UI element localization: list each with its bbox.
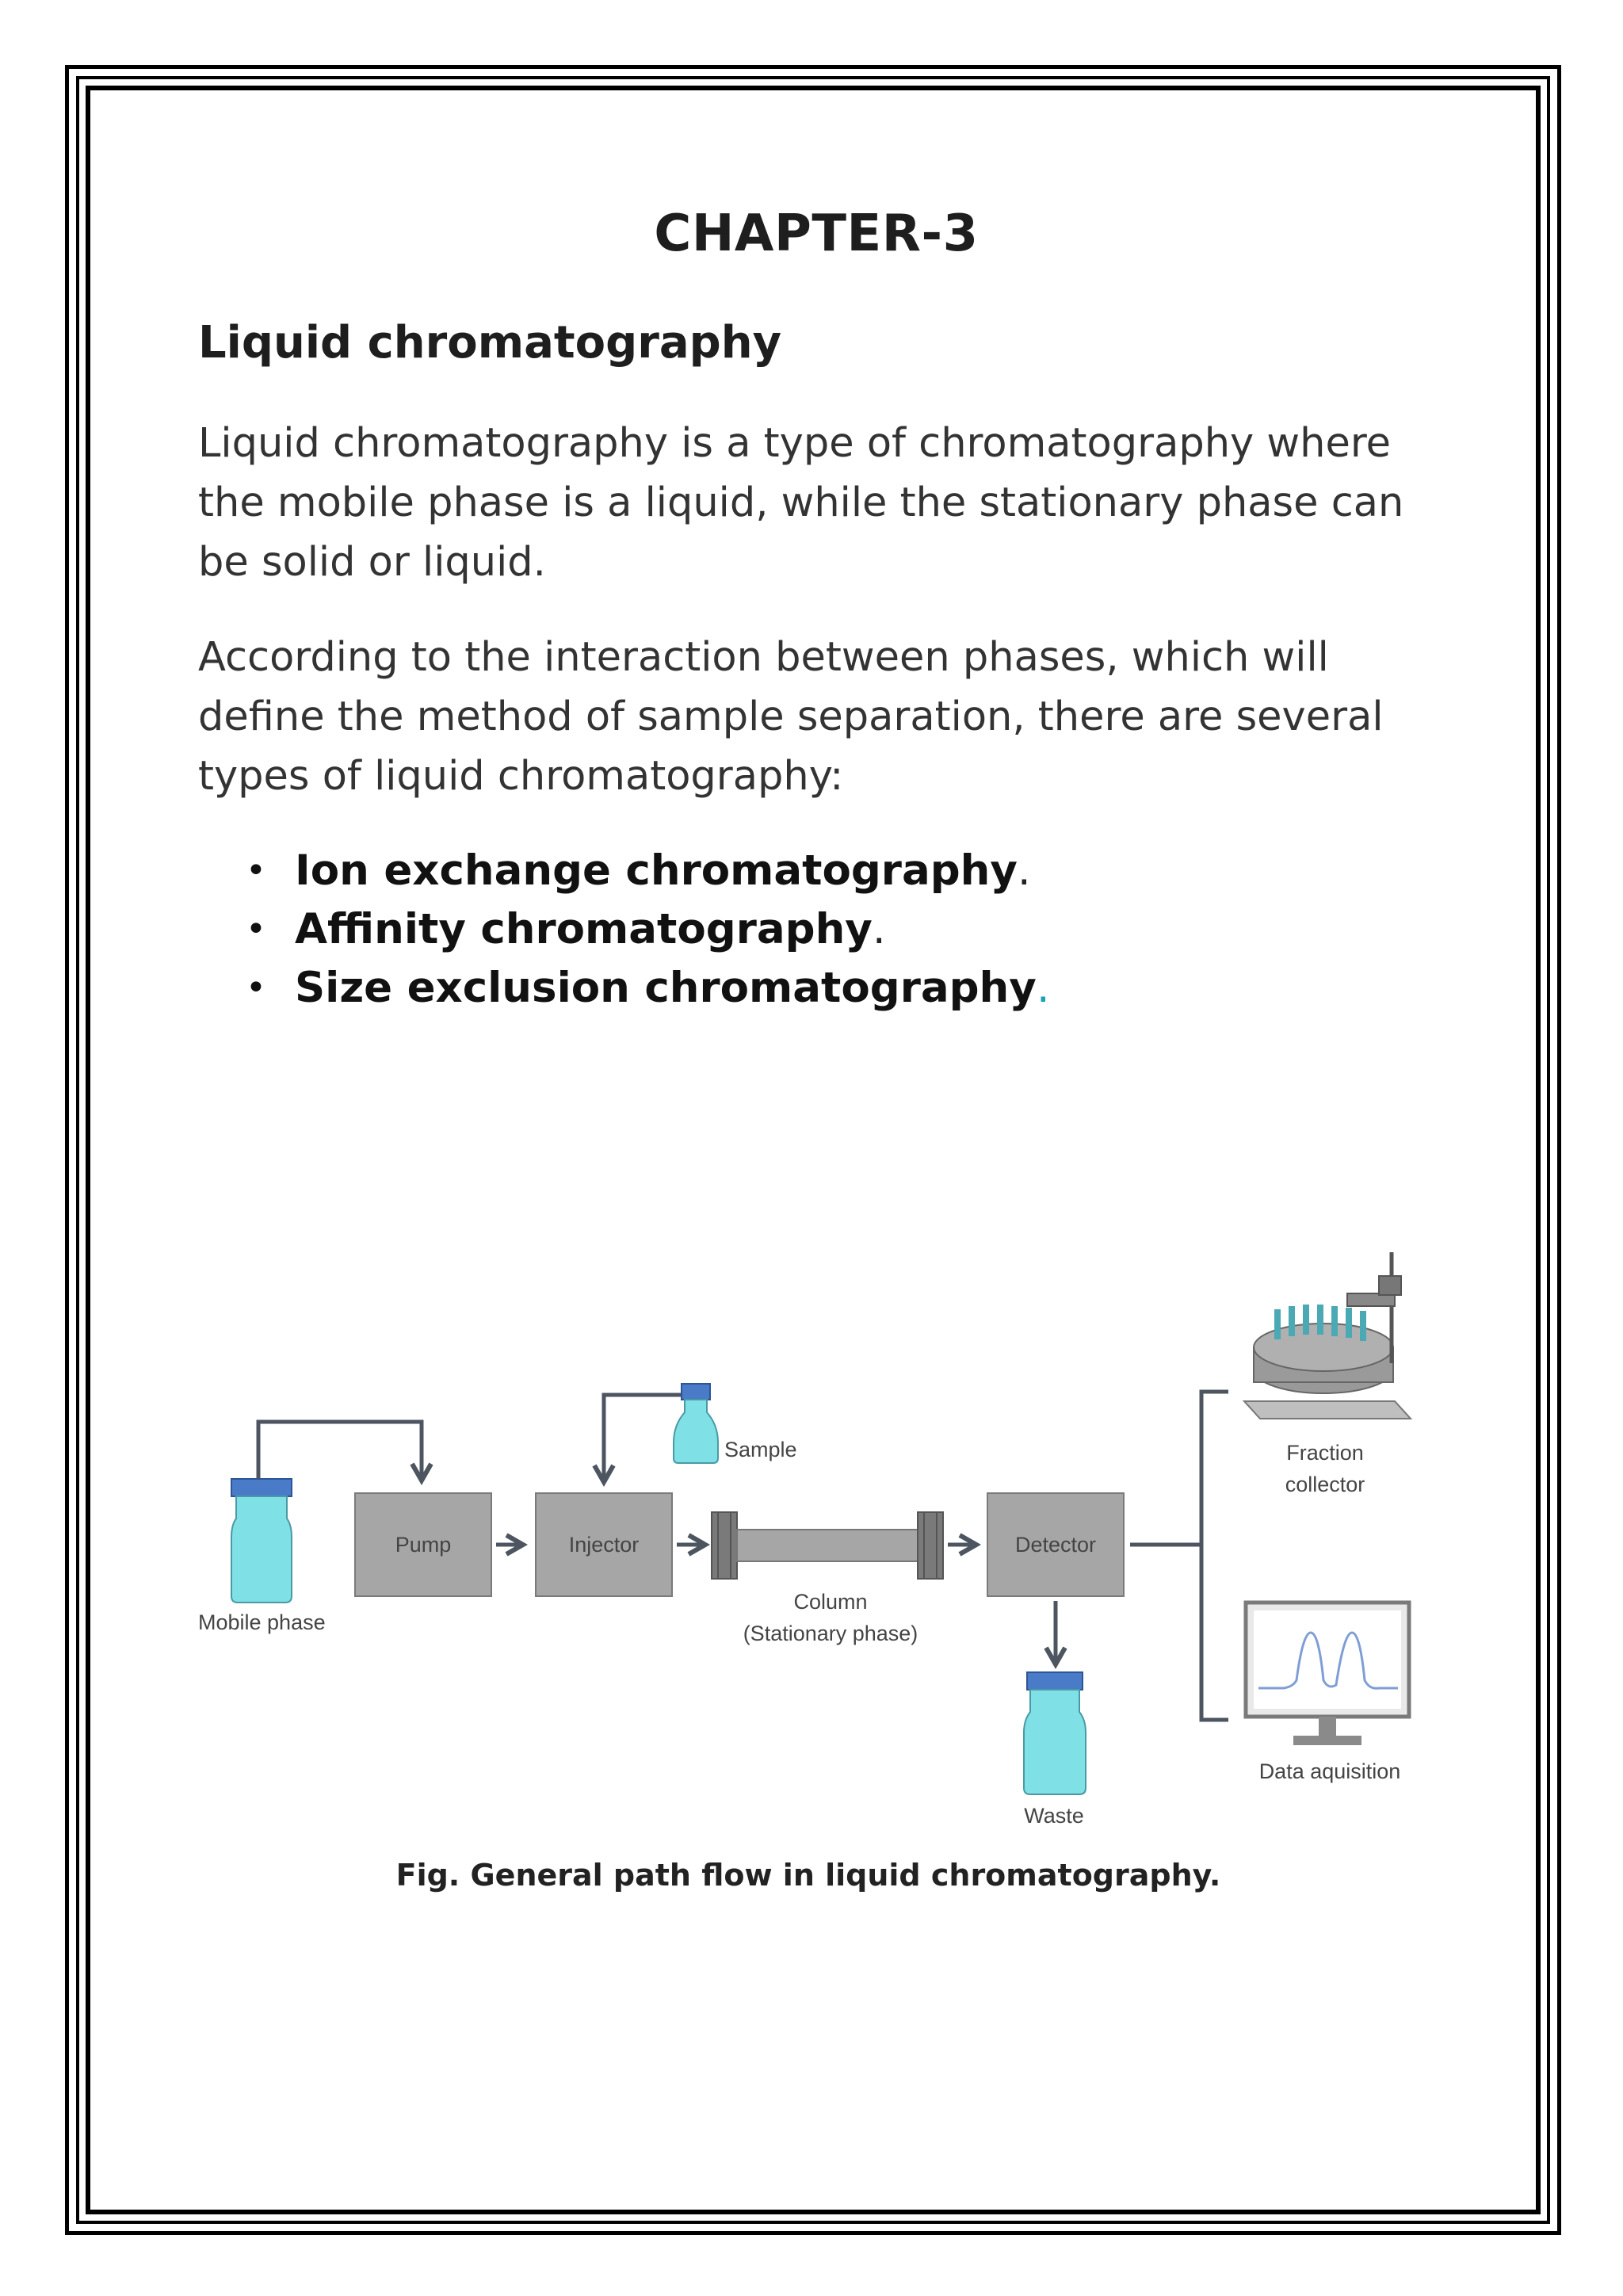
type-name: Ion exchange chromatography	[295, 846, 1018, 895]
type-suffix: .	[872, 905, 886, 953]
column-icon	[712, 1512, 943, 1579]
type-suffix: .	[1036, 964, 1050, 1012]
fraction-collector-icon	[1244, 1252, 1411, 1419]
injector-label: Injector	[568, 1533, 640, 1557]
type-name: Affinity chromatography	[295, 905, 873, 953]
column-label-line2: (Stationary phase)	[743, 1622, 918, 1645]
type-name: Size exclusion chromatography	[295, 964, 1037, 1012]
paragraph-definition: Liquid chromatography is a type of chromatography where the mobile phase is a liquid, while the stationary phase can be solid or liquid.	[198, 420, 1404, 586]
list-item	[198, 842, 1050, 900]
bullet-icon: •	[246, 968, 266, 1008]
list-item	[198, 900, 1050, 959]
page-border-inner	[86, 86, 1541, 2214]
list-item	[198, 959, 1050, 1018]
mobile-phase-bottle-icon	[231, 1479, 292, 1603]
mobile-phase-label: Mobile phase	[198, 1610, 326, 1634]
figure-caption	[198, 1858, 1434, 1893]
bullet-icon: •	[246, 850, 266, 891]
type-suffix: .	[1017, 846, 1031, 895]
fraction-collector-label-line2: collector	[1285, 1473, 1365, 1496]
chapter-title: CHAPTER-3	[654, 204, 979, 263]
paragraph-types-intro: According to the interaction between phases, which will define the method of sample separation, there are several types of liquid chromatography:	[198, 634, 1384, 800]
data-acquisition-label: Data aquisition	[1258, 1759, 1401, 1783]
section-heading: Liquid chromatography	[198, 317, 782, 369]
detector-label: Detector	[1014, 1533, 1097, 1557]
bullet-icon: •	[246, 909, 266, 949]
pump-label: Pump	[395, 1533, 452, 1557]
column-label-line1: Column	[793, 1590, 868, 1614]
waste-label: Waste	[1024, 1804, 1084, 1828]
lc-flow-diagram	[190, 1205, 1442, 1839]
figure-caption-text: Fig. General path flow in liquid chromatography.	[395, 1858, 1221, 1893]
waste-bottle-icon	[1024, 1672, 1086, 1794]
chromatography-types-list	[198, 842, 1050, 1018]
monitor-icon	[1246, 1603, 1409, 1745]
fraction-collector-label-line1: Fraction	[1286, 1441, 1364, 1465]
sample-label: Sample	[724, 1438, 797, 1461]
